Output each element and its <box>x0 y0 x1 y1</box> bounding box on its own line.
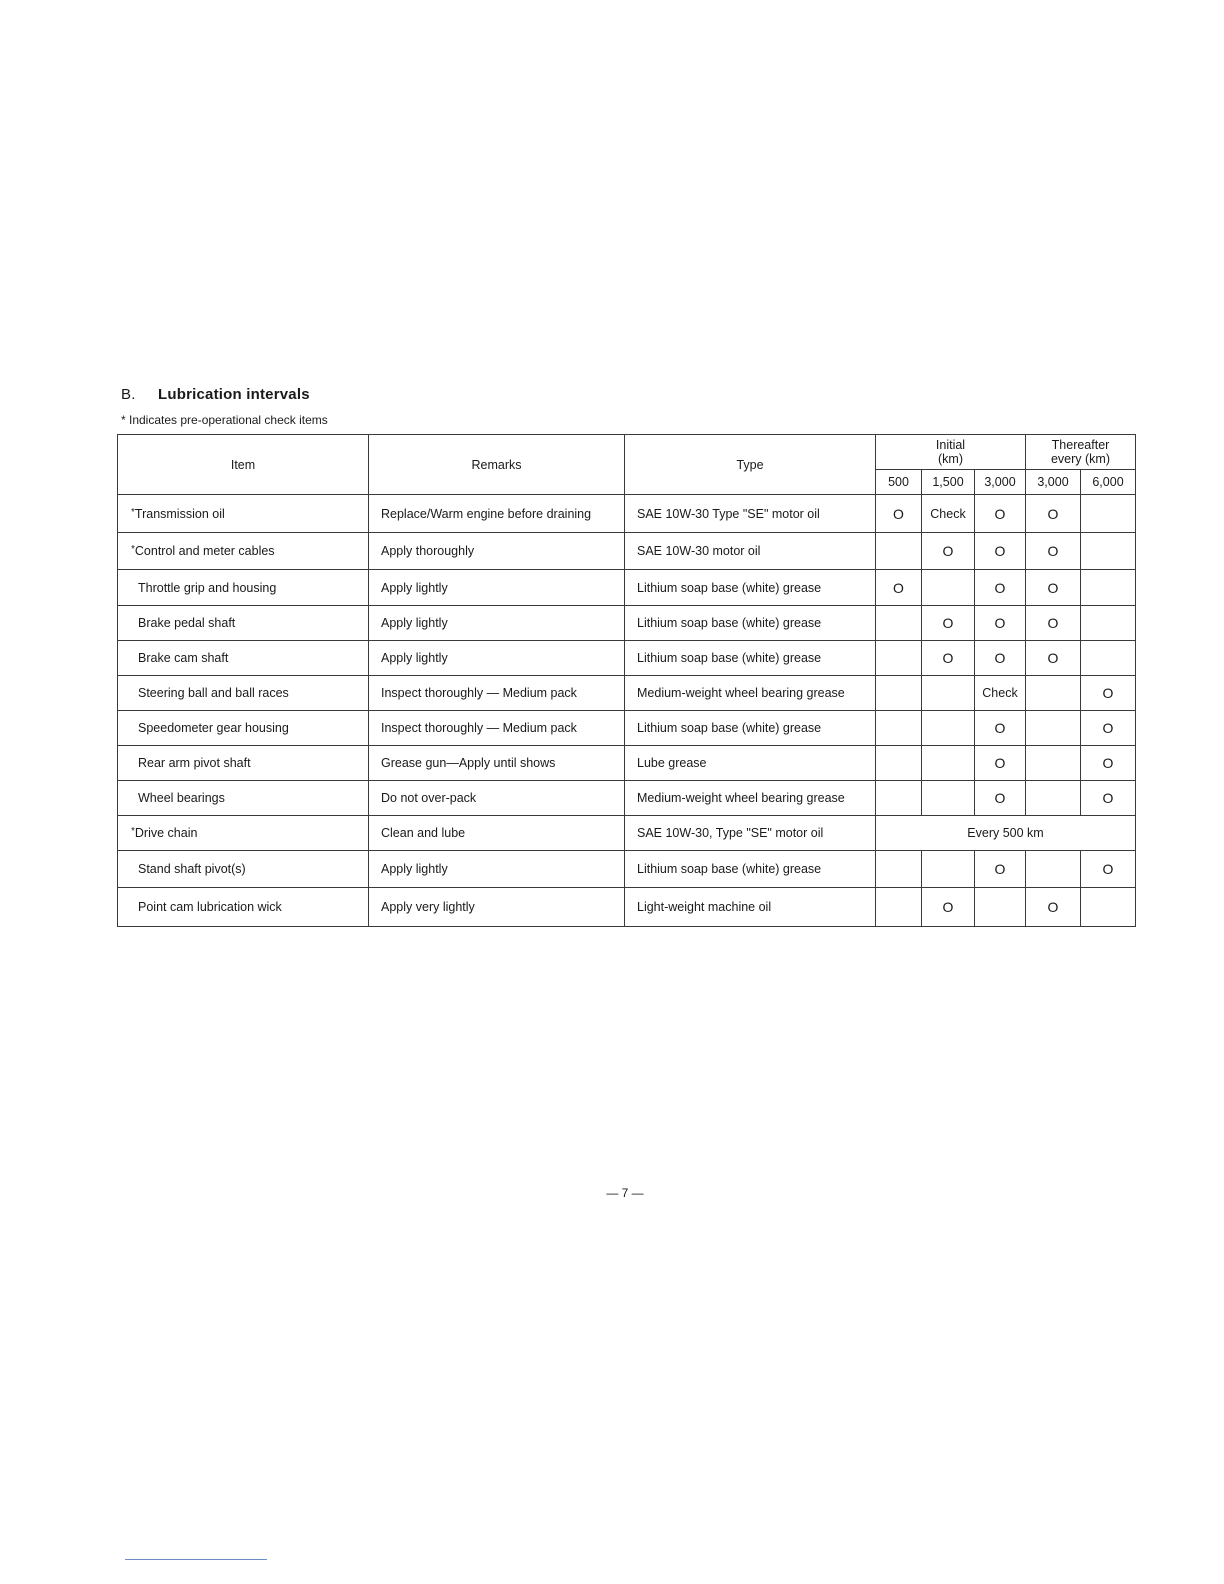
table-row <box>118 746 1136 781</box>
header-type: Type <box>625 435 876 495</box>
interval-mark: O <box>922 533 975 570</box>
interval-mark: O <box>1026 888 1081 927</box>
item-label: Steering ball and ball races <box>138 686 289 700</box>
interval-mark: O <box>1081 746 1136 781</box>
cell-type: Lithium soap base (white) grease <box>625 641 876 676</box>
cell-remarks: Inspect thoroughly — Medium pack <box>369 711 625 746</box>
interval-cell <box>1026 851 1081 888</box>
interval-cell <box>922 746 975 781</box>
cell-item <box>118 888 369 927</box>
cell-type: SAE 10W-30, Type "SE" motor oil <box>625 816 876 851</box>
cell-interval-note: Every 500 km <box>876 816 1136 851</box>
pre-operational-marker: * <box>131 544 135 555</box>
lubrication-table <box>117 434 1136 927</box>
header-initial-label: Initial <box>935 438 966 452</box>
header-item: Item <box>118 435 369 495</box>
interval-cell <box>1026 781 1081 816</box>
header-initial-unit: (km) <box>938 452 963 466</box>
interval-mark: O <box>975 641 1026 676</box>
section-title <box>121 386 310 403</box>
header-interval-6000-every: 6,000 <box>1081 470 1136 495</box>
cell-item <box>118 711 369 746</box>
item-label: Stand shaft pivot(s) <box>138 862 246 876</box>
cell-type: Medium-weight wheel bearing grease <box>625 781 876 816</box>
interval-cell <box>876 641 922 676</box>
header-initial <box>876 435 1026 470</box>
table-row <box>118 888 1136 927</box>
cell-item <box>118 781 369 816</box>
interval-cell <box>876 851 922 888</box>
table-row <box>118 641 1136 676</box>
section-number: B. <box>121 386 136 403</box>
table-row <box>118 533 1136 570</box>
interval-cell <box>1081 570 1136 606</box>
table-row <box>118 495 1136 533</box>
cell-remarks: Replace/Warm engine before draining <box>369 495 625 533</box>
cell-type: Lithium soap base (white) grease <box>625 711 876 746</box>
item-label: Point cam lubrication wick <box>138 900 282 914</box>
cell-remarks: Apply lightly <box>369 606 625 641</box>
interval-cell <box>1081 641 1136 676</box>
cell-type: SAE 10W-30 motor oil <box>625 533 876 570</box>
interval-cell <box>1026 676 1081 711</box>
cell-type: Lithium soap base (white) grease <box>625 570 876 606</box>
header-interval-3000-every: 3,000 <box>1026 470 1081 495</box>
table-row <box>118 781 1136 816</box>
cell-item <box>118 816 369 851</box>
interval-cell: Check <box>922 495 975 533</box>
interval-cell: Check <box>975 676 1026 711</box>
interval-cell <box>1026 711 1081 746</box>
cell-item <box>118 570 369 606</box>
item-label: Control and meter cables <box>134 544 275 558</box>
header-thereafter-label: Thereafter <box>1051 438 1110 452</box>
interval-cell <box>1081 533 1136 570</box>
interval-cell <box>922 781 975 816</box>
interval-mark: O <box>1026 606 1081 641</box>
interval-cell <box>1081 888 1136 927</box>
header-interval-1500: 1,500 <box>922 470 975 495</box>
interval-mark: O <box>1026 570 1081 606</box>
interval-mark: O <box>876 570 922 606</box>
interval-mark: O <box>975 495 1026 533</box>
interval-mark: O <box>975 711 1026 746</box>
cell-remarks: Apply thoroughly <box>369 533 625 570</box>
header-interval-500: 500 <box>876 470 922 495</box>
cell-item <box>118 606 369 641</box>
interval-cell <box>876 888 922 927</box>
item-label: Drive chain <box>134 826 198 840</box>
interval-mark: O <box>1081 851 1136 888</box>
interval-mark: O <box>975 781 1026 816</box>
table-row <box>118 711 1136 746</box>
interval-mark: O <box>975 570 1026 606</box>
page-number: — 7 — <box>606 1186 644 1200</box>
cell-remarks: Clean and lube <box>369 816 625 851</box>
interval-mark: O <box>1081 711 1136 746</box>
interval-cell <box>876 676 922 711</box>
header-thereafter <box>1026 435 1136 470</box>
cell-remarks: Apply lightly <box>369 641 625 676</box>
interval-mark: O <box>1081 781 1136 816</box>
lubrication-table-body <box>118 495 1136 927</box>
interval-mark: O <box>922 606 975 641</box>
interval-mark: O <box>876 495 922 533</box>
pre-operational-note: * Indicates pre-operational check items <box>121 413 328 427</box>
interval-cell <box>1081 606 1136 641</box>
cell-item <box>118 746 369 781</box>
cell-remarks: Do not over-pack <box>369 781 625 816</box>
cell-remarks: Apply lightly <box>369 851 625 888</box>
cell-item <box>118 495 369 533</box>
cell-remarks: Inspect thoroughly — Medium pack <box>369 676 625 711</box>
interval-mark: O <box>975 746 1026 781</box>
cell-item <box>118 851 369 888</box>
cell-type: Lube grease <box>625 746 876 781</box>
interval-cell <box>922 851 975 888</box>
interval-cell <box>922 711 975 746</box>
cell-type: Light-weight machine oil <box>625 888 876 927</box>
interval-mark: O <box>922 888 975 927</box>
interval-cell <box>876 533 922 570</box>
table-row <box>118 606 1136 641</box>
item-label: Brake pedal shaft <box>138 616 236 630</box>
pre-operational-marker: * <box>131 826 135 837</box>
interval-cell <box>876 781 922 816</box>
interval-cell <box>876 606 922 641</box>
interval-cell <box>1081 495 1136 533</box>
interval-mark: O <box>975 606 1026 641</box>
interval-cell <box>975 888 1026 927</box>
cell-type: Lithium soap base (white) grease <box>625 851 876 888</box>
item-label: Wheel bearings <box>138 791 225 805</box>
interval-cell <box>922 676 975 711</box>
interval-mark: O <box>975 851 1026 888</box>
interval-cell <box>876 746 922 781</box>
interval-mark: O <box>1081 676 1136 711</box>
interval-cell <box>1026 746 1081 781</box>
pre-operational-marker: * <box>131 506 135 518</box>
interval-cell <box>876 711 922 746</box>
interval-mark: O <box>922 641 975 676</box>
cell-type: SAE 10W-30 Type "SE" motor oil <box>625 495 876 533</box>
table-row <box>118 570 1136 606</box>
cell-item <box>118 533 369 570</box>
cell-remarks: Apply lightly <box>369 570 625 606</box>
interval-mark: O <box>1026 495 1081 533</box>
table-row <box>118 816 1136 851</box>
interval-mark: O <box>1026 533 1081 570</box>
item-label: Rear arm pivot shaft <box>138 756 251 770</box>
cell-item <box>118 676 369 711</box>
cell-type: Medium-weight wheel bearing grease <box>625 676 876 711</box>
header-remarks: Remarks <box>369 435 625 495</box>
item-label: Speedometer gear housing <box>138 721 289 735</box>
header-thereafter-unit: every (km) <box>1050 452 1111 466</box>
cell-remarks: Apply very lightly <box>369 888 625 927</box>
cell-type: Lithium soap base (white) grease <box>625 606 876 641</box>
interval-cell <box>922 570 975 606</box>
interval-mark: O <box>1026 641 1081 676</box>
item-label: Throttle grip and housing <box>138 580 277 595</box>
cell-item <box>118 641 369 676</box>
footnote-rule <box>125 1559 267 1560</box>
section-heading: Lubrication intervals <box>158 386 310 403</box>
table-row <box>118 851 1136 888</box>
header-interval-3000: 3,000 <box>975 470 1026 495</box>
item-label: Transmission oil <box>134 506 225 521</box>
item-label: Brake cam shaft <box>138 651 229 665</box>
interval-mark: O <box>975 533 1026 570</box>
table-row <box>118 676 1136 711</box>
cell-remarks: Grease gun—Apply until shows <box>369 746 625 781</box>
